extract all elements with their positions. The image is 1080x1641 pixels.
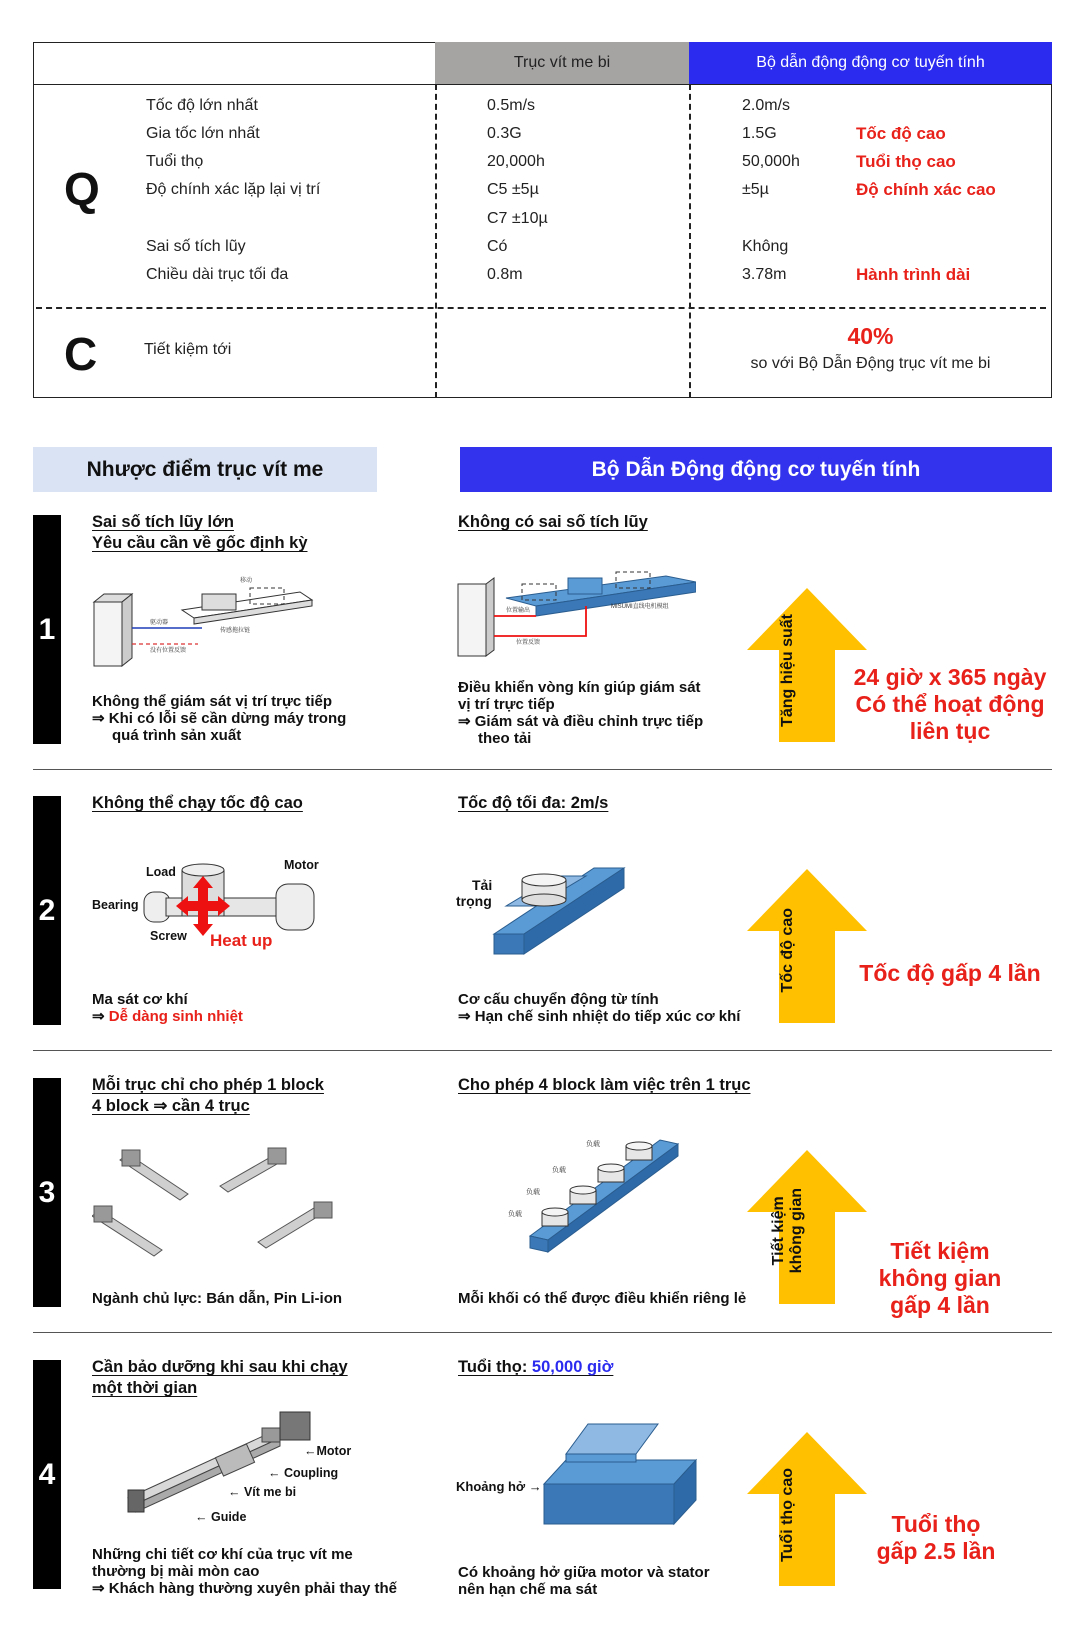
ball-value: 0.3G bbox=[487, 125, 522, 142]
table-divider bbox=[689, 84, 691, 398]
row-label: Tuổi thọ bbox=[146, 153, 204, 170]
row-separator bbox=[33, 1050, 1052, 1051]
ball-value: C5 ±5µ bbox=[487, 181, 539, 198]
svg-text:位置反馈: 位置反馈 bbox=[516, 640, 541, 646]
label-screw: Screw bbox=[150, 929, 187, 943]
benefit-note: Tuổi thọ cao bbox=[856, 152, 956, 171]
item-note: Có khoảng hở giữa motor và stator nên hạn chế ma sát bbox=[458, 1564, 710, 1598]
item-heading: Tuổi thọ: 50,000 giờ bbox=[458, 1358, 614, 1376]
svg-text:负载: 负载 bbox=[526, 1189, 540, 1196]
result-text: Tốc độ gấp 4 lần bbox=[859, 960, 1041, 986]
screw-parts-diagram bbox=[122, 1408, 312, 1518]
svg-text:负载: 负载 bbox=[508, 1211, 522, 1218]
linear-value: ±5µ bbox=[742, 181, 769, 198]
item-heading: Không có sai số tích lũy bbox=[458, 513, 648, 531]
label-motor: ←Motor bbox=[304, 1444, 352, 1458]
result-text: Tuổi thọ gấp 2.5 lần bbox=[876, 1511, 996, 1564]
label-coupling: ← Coupling bbox=[268, 1466, 339, 1480]
multi-block-diagram bbox=[500, 1128, 690, 1264]
label-gap: Khoảng hở → bbox=[456, 1479, 542, 1494]
row-label: Gia tốc lớn nhất bbox=[146, 125, 260, 142]
header-ball-screw: Trục vít me bi bbox=[435, 42, 689, 84]
item-number: 4 bbox=[33, 1360, 61, 1589]
row-separator bbox=[33, 769, 1052, 770]
row-label: Chiều dài trục tối đa bbox=[146, 266, 289, 283]
item-note: Mỗi khối có thể được điều khiển riêng lẻ bbox=[458, 1290, 747, 1307]
item-note: Ngành chủ lực: Bán dẫn, Pin Li-ion bbox=[92, 1290, 343, 1307]
item-note: Cơ cấu chuyển động từ tính ⇒ Hạn chế sinh nhiệt do tiếp xúc cơ khí bbox=[458, 991, 741, 1025]
item-heading: Sai số tích lũy lớn Yêu cầu cần về gốc định kỳ bbox=[92, 513, 308, 552]
arrow-label: Tăng hiệu suất bbox=[779, 613, 796, 727]
ball-value: C7 ±10µ bbox=[487, 210, 548, 227]
item-heading: Cho phép 4 block làm việc trên 1 trục bbox=[458, 1076, 751, 1094]
row-label: Độ chính xác lặp lại vị trí bbox=[146, 181, 321, 198]
q-letter: Q bbox=[64, 163, 100, 215]
row-separator bbox=[33, 1332, 1052, 1333]
label-guide: ← Guide bbox=[195, 1510, 247, 1524]
item-number: 1 bbox=[33, 515, 61, 744]
svg-text:负载: 负载 bbox=[586, 1141, 600, 1148]
c-letter: C bbox=[64, 328, 98, 380]
item-heading: Cần bảo dưỡng khi sau khi chạy một thời gian bbox=[92, 1358, 348, 1397]
ball-value: 20,000h bbox=[487, 153, 545, 170]
table-divider bbox=[435, 84, 437, 398]
item-number: 2 bbox=[33, 796, 61, 1025]
linear-value: 1.5G bbox=[742, 125, 777, 142]
item-note: Không thể giám sát vị trí trực tiếp ⇒ Khi có lỗi sẽ cần dừng máy trong quá trình sản xuất bbox=[92, 693, 347, 744]
label-motor: Motor bbox=[284, 858, 319, 872]
linear-value: Không bbox=[742, 238, 789, 255]
svg-text:位置输出: 位置输出 bbox=[506, 608, 531, 614]
ball-value: Có bbox=[487, 238, 508, 255]
ball-value: 0.8m bbox=[487, 266, 523, 283]
svg-text:没有位置反馈: 没有位置反馈 bbox=[150, 648, 187, 654]
section-title-left: Nhược điểm trục vít me bbox=[33, 447, 377, 492]
benefit-note: Độ chính xác cao bbox=[856, 180, 996, 199]
svg-text:驱动器: 驱动器 bbox=[150, 620, 169, 626]
four-axis-diagram bbox=[92, 1146, 342, 1260]
item-heading: Không thể chạy tốc độ cao bbox=[92, 794, 303, 812]
label-bearing: Bearing bbox=[92, 898, 139, 912]
svg-text:移动: 移动 bbox=[240, 578, 253, 584]
svg-text:负载: 负载 bbox=[552, 1167, 566, 1174]
arrow-label: Tốc độ cao bbox=[779, 907, 796, 993]
label-load: Tải trọng bbox=[456, 877, 493, 909]
linear-value: 2.0m/s bbox=[742, 97, 791, 114]
item-heading: Mỗi trục chỉ cho phép 1 block 4 block ⇒ cần 4 trục bbox=[92, 1076, 324, 1115]
table-divider bbox=[33, 84, 1052, 85]
section-title-right: Bộ Dẫn Động động cơ tuyến tính bbox=[460, 447, 1052, 492]
ball-screw-diagram bbox=[90, 568, 320, 668]
savings-value: 40% bbox=[847, 323, 894, 349]
gap-diagram bbox=[540, 1416, 700, 1526]
savings-label: Tiết kiệm tới bbox=[144, 341, 232, 358]
result-text: 24 giờ x 365 ngày Có thể hoạt động liên tục bbox=[853, 664, 1047, 744]
table-divider bbox=[36, 307, 1046, 309]
benefit-note: Hành trình dài bbox=[856, 265, 971, 284]
result-text: Tiết kiệm không gian gấp 4 lần bbox=[878, 1238, 1002, 1318]
arrow-label: Tiết kiệm không gian bbox=[770, 1188, 805, 1274]
item-note: Ma sát cơ khí ⇒ Dễ dàng sinh nhiệt bbox=[92, 991, 243, 1025]
benefit-note: Tốc độ cao bbox=[856, 124, 946, 143]
label-load: Load bbox=[146, 865, 176, 879]
label-ball-screw: ← Vít me bi bbox=[228, 1485, 297, 1499]
row-label: Sai số tích lũy bbox=[146, 238, 246, 255]
arrow-label: Tuổi thọ cao bbox=[779, 1468, 796, 1562]
item-number: 3 bbox=[33, 1078, 61, 1307]
up-arrow bbox=[745, 867, 869, 1025]
linear-value: 3.78m bbox=[742, 266, 787, 283]
svg-text:MISUMI直线电机模组: MISUMI直线电机模组 bbox=[611, 604, 669, 610]
linear-motor-diagram bbox=[456, 556, 696, 660]
item-heading: Tốc độ tối đa: 2m/s bbox=[458, 794, 609, 812]
header-linear-motor: Bộ dẫn động động cơ tuyến tính bbox=[689, 42, 1052, 84]
linear-stage-diagram bbox=[486, 862, 626, 962]
item-note: Điều khiển vòng kín giúp giám sát vị trí trực tiếp ⇒ Giám sát và điều chỉnh trực tiếp theo tải bbox=[458, 679, 704, 747]
label-heat: Heat up bbox=[210, 931, 273, 950]
row-label: Tốc độ lớn nhất bbox=[146, 97, 258, 114]
ball-value: 0.5m/s bbox=[487, 97, 536, 114]
svg-text:传感拖拉链: 传感拖拉链 bbox=[220, 628, 251, 634]
item-note: Những chi tiết cơ khí của trục vít me thường bị mài mòn cao ⇒ Khách hàng thường xuyên phải thay thế bbox=[92, 1546, 397, 1597]
linear-value: 50,000h bbox=[742, 153, 800, 170]
savings-sub: so với Bộ Dẫn Động trục vít me bi bbox=[750, 355, 991, 372]
